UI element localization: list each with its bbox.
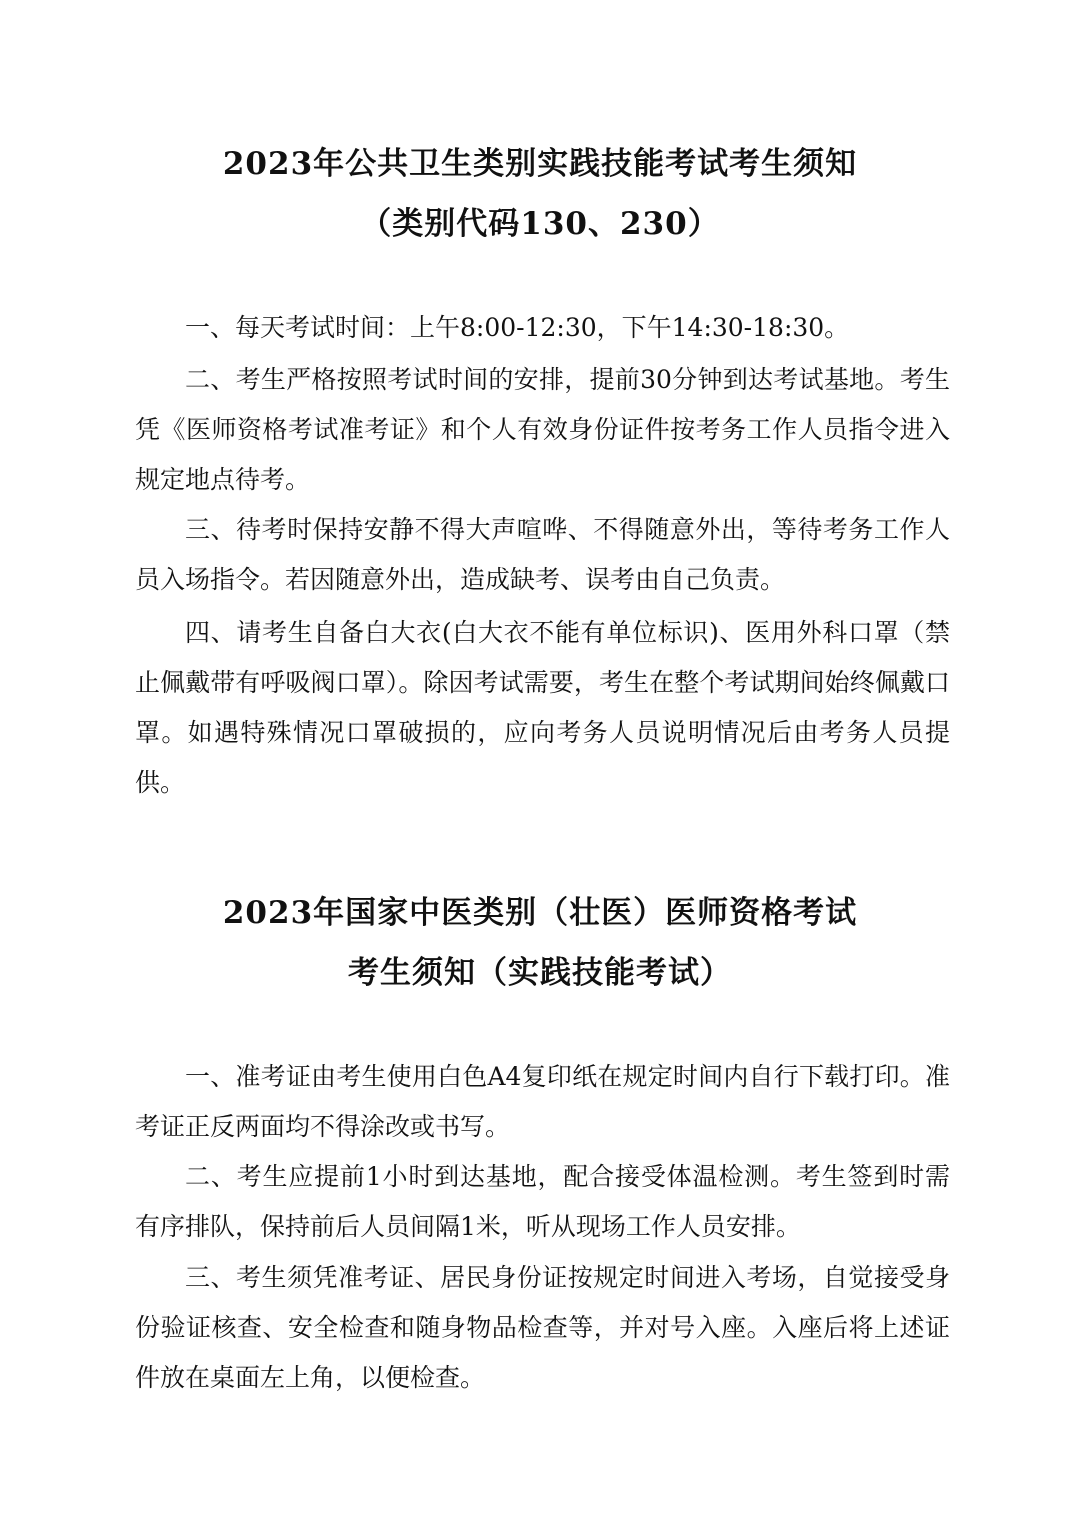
section1-paragraph-3: 三、待考时保持安静不得大声喧哗、不得随意外出，等待考务工作人员入场指令。若因随意外出，造成缺考、误考由自己负责。 [135,515,950,594]
section1-paragraph-2: 二、考生严格按照考试时间的安排，提前30分钟到达考试基地。考生凭《医师资格考试准考证》和个人有效身份证件按考务工作人员指令进入规定地点待考。 [135,365,950,494]
section1-paragraph-4: 四、请考生自备白大衣(白大衣不能有单位标识)、医用外科口罩（禁止佩戴带有呼吸阀口罩）。除因考试需要，考生在整个考试期间始终佩戴口罩。如遇特殊情况口罩破损的，应向考务人员说明情况后由考务人员提供。 [135,618,950,797]
section1-title-line2: （类别代码130、230） [360,206,720,242]
section2-paragraph-3: 三、考生须凭准考证、居民身份证按规定时间进入考场，自觉接受身份验证核查、安全检查和随身物品检查等，并对号入座。入座后将上述证件放在桌面左上角，以便检查。 [135,1263,950,1392]
section2-title-line2: 考生须知（实践技能考试） [348,955,732,991]
section1-paragraph-1: 一、每天考试时间：上午8:00-12:30，下午14:30-18:30。 [185,313,850,342]
section2-paragraph-2: 二、考生应提前1小时到达基地，配合接受体温检测。考生签到时需有序排队，保持前后人员间隔1米，听从现场工作人员安排。 [135,1162,950,1241]
section1-title-line1: 2023年公共卫生类别实践技能考试考生须知 [222,146,858,182]
section2-title-line1: 2023年国家中医类别（壮医）医师资格考试 [222,895,858,931]
section2-paragraph-1: 一、准考证由考生使用白色A4复印纸在规定时间内自行下载打印。准考证正反两面均不得涂改或书写。 [135,1062,950,1141]
